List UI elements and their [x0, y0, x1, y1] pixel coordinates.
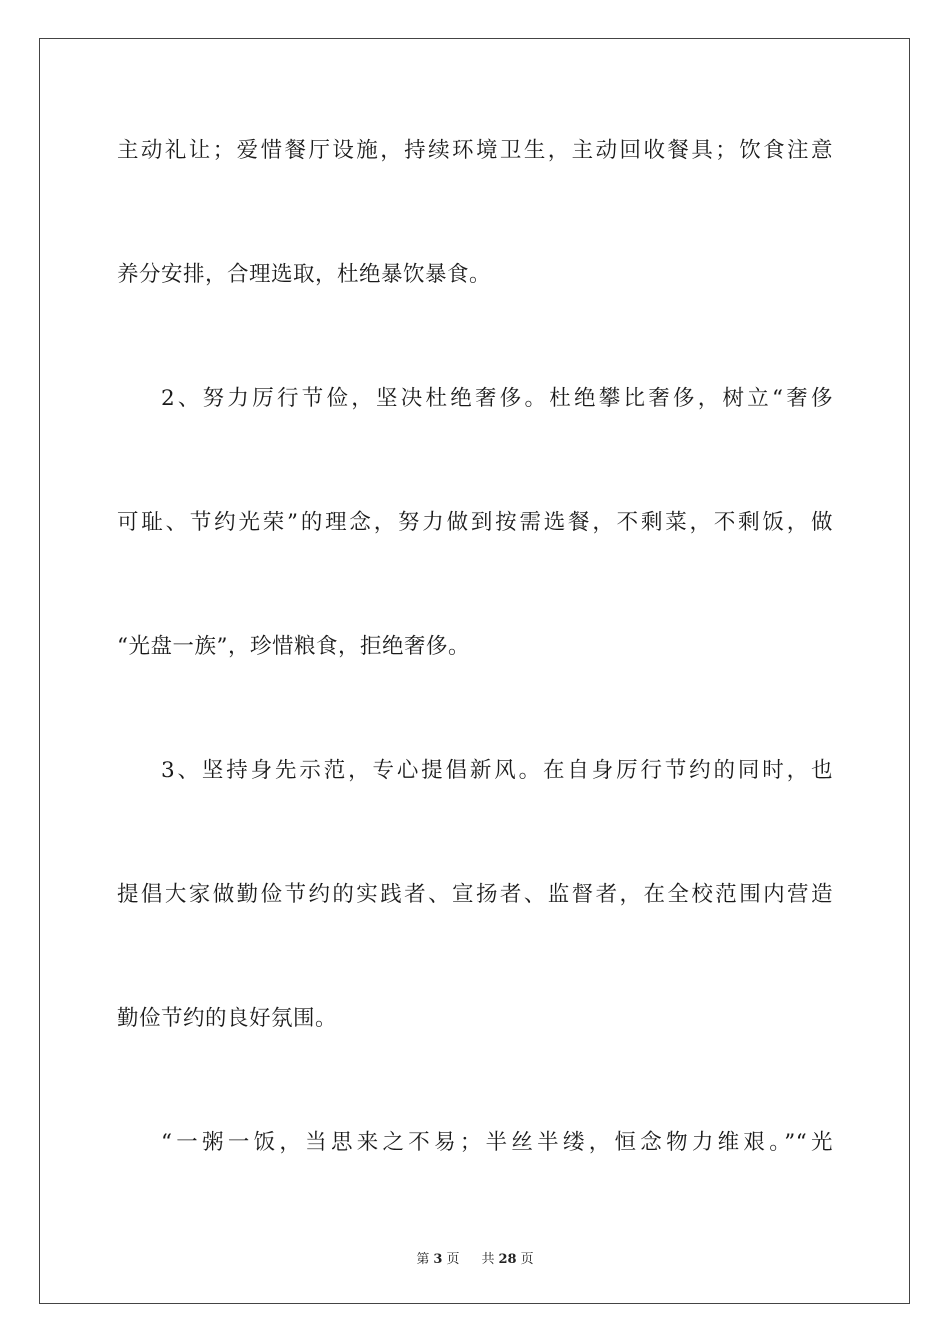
- text-line-4: 可耻、节约光荣”的理念，努力做到按需选餐，不剩菜，不剩饭，做: [117, 510, 833, 535]
- page-number: 3: [433, 1252, 443, 1267]
- text-line-3: 2、努力厉行节俭，坚决杜绝奢侈。杜绝攀比奢侈，树立“奢侈: [161, 386, 833, 411]
- total-prefix: 共: [481, 1252, 495, 1267]
- page-footer: [0, 1248, 950, 1267]
- text-line-9: “一粥一饭，当思来之不易；半丝半缕，恒念物力维艰。”“光: [161, 1130, 833, 1155]
- text-line-1: 主动礼让；爱惜餐厅设施，持续环境卫生，主动回收餐具；饮食注意: [117, 138, 833, 163]
- text-line-6: 3、坚持身先示范，专心提倡新风。在自身厉行节约的同时，也: [161, 758, 833, 783]
- page-prefix: 第: [416, 1252, 430, 1267]
- page-border: [39, 38, 910, 1304]
- total-pages: 28: [498, 1252, 517, 1267]
- text-line-7: 提倡大家做勤俭节约的实践者、宣扬者、监督者，在全校范围内营造: [117, 882, 833, 907]
- page-suffix: 页: [446, 1252, 460, 1267]
- text-line-2: 养分安排，合理选取，杜绝暴饮暴食。: [117, 262, 492, 287]
- text-line-8: 勤俭节约的良好氛围。: [117, 1006, 338, 1031]
- total-suffix: 页: [520, 1252, 534, 1267]
- text-line-5: “光盘一族”，珍惜粮食，拒绝奢侈。: [117, 634, 470, 659]
